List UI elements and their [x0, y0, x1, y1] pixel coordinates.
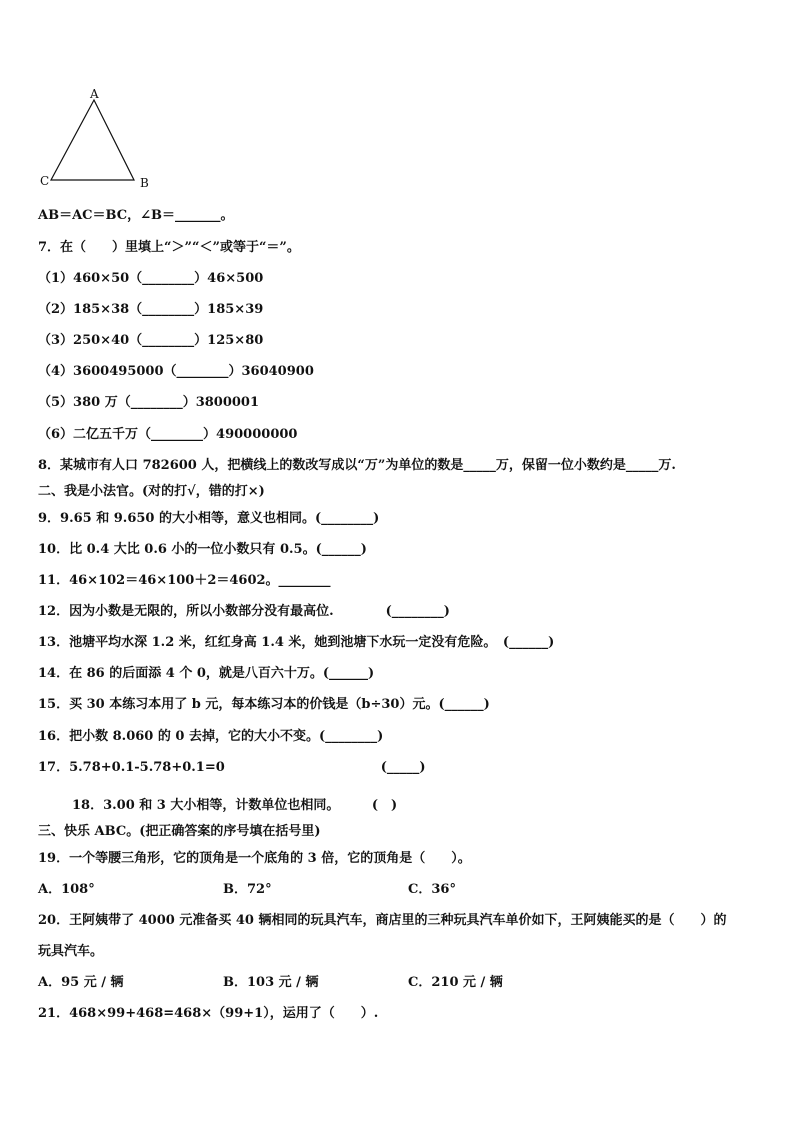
question-7-item: （1）460×50（________）46×500 — [38, 271, 264, 286]
equilateral-triangle-figure — [30, 84, 170, 200]
judgement-item: 16．把小数 8.060 的 0 去掉，它的大小不变。(________) — [38, 729, 384, 744]
question-7-stem: 7．在（ ）里填上“＞”“＜”或等于“＝”。 — [38, 240, 300, 255]
question-19-option-c: C．36° — [408, 882, 456, 897]
question-7-item: （2）185×38（________）185×39 — [38, 302, 264, 317]
judgement-item: 9．9.65 和 9.650 的大小相等，意义也相同。(________) — [38, 511, 380, 526]
section-3-title: 三、快乐 ABC。(把正确答案的序号填在括号里) — [38, 824, 321, 839]
judgement-item: 17．5.78+0.1-5.78+0.1=0 (_____) — [38, 760, 426, 775]
vertex-label-c: C — [40, 174, 50, 188]
question-19-option-b: B．72° — [223, 882, 272, 897]
question-7-item: （6）二亿五千万（________）490000000 — [38, 427, 298, 442]
vertex-label-b: B — [140, 176, 149, 190]
judgement-item: 14．在 86 的后面添 4 个 0，就是八百六十万。(______) — [38, 666, 375, 681]
question-7-item: （4）3600495000（________）36040900 — [38, 364, 314, 379]
section-2-title: 二、我是小法官。(对的打√，错的打×) — [38, 484, 265, 499]
question-19-option-a: A．108° — [38, 882, 95, 897]
question-20-option-c: C．210 元 / 辆 — [408, 975, 503, 990]
question-20-stem-line2: 玩具汽车。 — [38, 944, 104, 959]
judgement-item: 11．46×102＝46×100＋2＝4602。________ — [38, 573, 331, 588]
question-21: 21．468×99+468=468×（99+1），运用了（ ）. — [38, 1006, 379, 1021]
question-20-option-a: A．95 元 / 辆 — [38, 975, 124, 990]
judgement-item: 18．3.00 和 3 大小相等，计数单位也相同。 ( ) — [72, 798, 398, 813]
question-20-stem-line1: 20．王阿姨带了 4000 元准备买 40 辆相同的玩具汽车，商店里的三种玩具汽车单价如下，王阿姨能买的是（ ）的 — [38, 913, 727, 928]
judgement-item: 10．比 0.4 大比 0.6 小的一位小数只有 0.5。(______) — [38, 542, 367, 557]
question-7-item: （5）380 万（________）3800001 — [38, 395, 260, 410]
figure-caption: AB＝AC＝BC，∠B＝_______。 — [38, 208, 234, 223]
judgement-item: 12．因为小数是无限的，所以小数部分没有最高位. (________) — [38, 604, 450, 619]
judgement-item: 15．买 30 本练习本用了 b 元，每本练习本的价钱是（b÷30）元。(______) — [38, 697, 490, 712]
question-20-option-b: B．103 元 / 辆 — [223, 975, 319, 990]
judgement-item: 13．池塘平均水深 1.2 米，红红身高 1.4 米，她到池塘下水玩一定没有危险。 (______) — [38, 635, 555, 650]
vertex-label-a: A — [90, 87, 99, 101]
triangle-outline — [51, 100, 134, 180]
question-7-item: （3）250×40（________）125×80 — [38, 333, 264, 348]
question-8: 8．某城市有人口 782600 人，把横线上的数改写成以“万”为单位的数是_____万，保留一位小数约是_____万. — [38, 458, 676, 473]
question-19-stem: 19．一个等腰三角形，它的顶角是一个底角的 3 倍，它的顶角是（ ）。 — [38, 851, 471, 866]
